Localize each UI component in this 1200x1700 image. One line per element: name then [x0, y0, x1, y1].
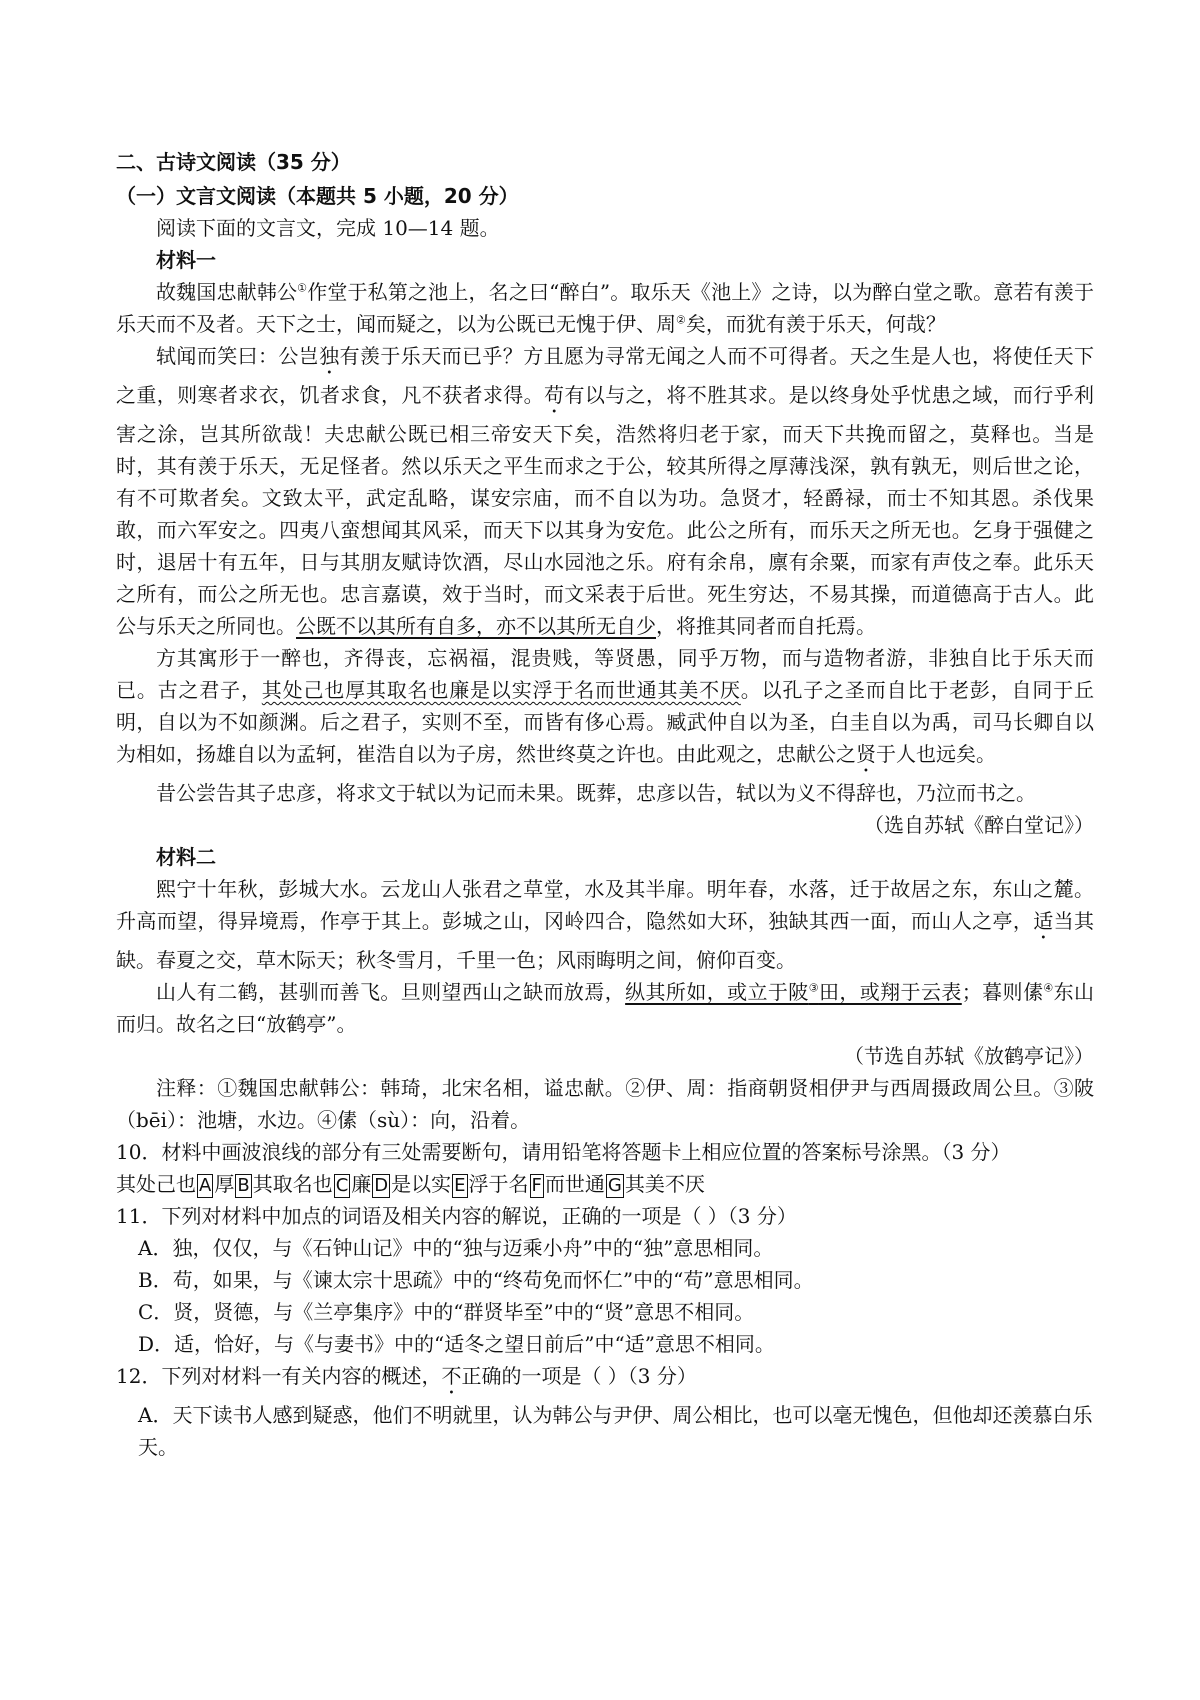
- material1-paragraph-1: 故魏国忠献韩公①作堂于私第之池上，名之曰“醉白”。取乐天《池上》之诗，以为醉白堂之歌。意若有羡于乐天而不及者。天下之士，闻而疑之，以为公既已无愧于伊、周②矣，而犹有羡于乐天，何哉？: [116, 280, 1095, 336]
- break-mark-g[interactable]: G: [607, 1175, 622, 1196]
- instruction: 阅读下面的文言文，完成 10—14 题。: [156, 216, 500, 240]
- break-mark-b[interactable]: B: [237, 1175, 250, 1196]
- material1-paragraph-3: 方其寓形于一醉也，齐得丧，忘祸福，混贵贱，等贤愚，同乎万物，而与造物者游，非独自比于乐天而已。古之君子，其处己也厚其取名也廉是以实浮于名而世通其美不厌。以孔子之圣而自比于老彭，自同于丘明，自以为不如颜渊。后之君子，实则不至，而皆有侈心焉。臧武仲自以为圣，白圭自以为禹，司马长卿自以为相如，扬雄自以为孟轲，崔浩自以为子房，然世终莫之许也。由此观之，忠献公之贤于人也远矣。: [116, 646, 1095, 766]
- material2-source: （节选自苏轼《放鹤亭记》）: [844, 1044, 1094, 1068]
- dotted-word: 独: [319, 344, 340, 368]
- question-11-option-c[interactable]: C．贤，贤德，与《兰亭集序》中的“群贤毕至”中的“贤”意思不相同。: [138, 1300, 755, 1324]
- wavy-underlined-sentence: 其处己也厚其取名也廉是以实浮于名而世通其美不厌: [261, 678, 741, 702]
- underlined-sentence: 纵其所如，或立于陂③田，或翔于云表: [625, 980, 962, 1004]
- question-11-option-b[interactable]: B．苟，如果，与《谏太宗十思疏》中的“终苟免而怀仁”中的“苟”意思相同。: [138, 1268, 814, 1292]
- notes: 注释：①魏国忠献韩公：韩琦，北宋名相，谥忠献。②伊、周：指商朝贤相伊尹与西周摄政周公旦。③陂（bēi）：池塘，水边。④傃（sù）：向，沿着。: [116, 1076, 1094, 1132]
- underlined-sentence: 公既不以其所有自多，亦不以其所无自少: [296, 614, 656, 638]
- material1-source: （选自苏轼《醉白堂记》）: [864, 813, 1094, 837]
- dotted-word: 贤: [856, 742, 876, 766]
- question-11-option-a[interactable]: A．独，仅仅，与《石钟山记》中的“独与迈乘小舟”中的“独”意思相同。: [138, 1236, 774, 1260]
- question-12-option-a[interactable]: A．天下读书人感到疑惑，他们不明就里，认为韩公与尹伊、周公相比，也可以毫无愧色，但他却还羡慕白乐天。: [138, 1403, 1093, 1459]
- material2-label: 材料二: [156, 845, 216, 869]
- break-mark-d[interactable]: D: [374, 1175, 389, 1196]
- dotted-word: 苟: [544, 383, 565, 407]
- break-mark-a[interactable]: A: [199, 1175, 212, 1196]
- material1-label: 材料一: [156, 248, 216, 272]
- dotted-word: 适: [1033, 909, 1054, 933]
- section-subtitle: （一）文言文阅读（本题共 5 小题，20 分）: [116, 184, 519, 208]
- material2-paragraph-2: 山人有二鹤，甚驯而善飞。旦则望西山之缺而放焉，纵其所如，或立于陂③田，或翔于云表；暮则傃④东山而归。故名之曰“放鹤亭”。: [116, 980, 1095, 1036]
- question-11-option-d[interactable]: D．适，恰好，与《与妻书》中的“适冬之望日前后”中“适”意思不相同。: [138, 1332, 775, 1356]
- material1-paragraph-4: 昔公尝告其子忠彦，将求文于轼以为记而未果。既葬，忠彦以告，轼以为义不得辞也，乃泣而书之。: [156, 781, 1036, 805]
- material1-paragraph-2: 轼闻而笑曰：公岂独有羡于乐天而已乎？方且愿为寻常无闻之人而不可得者。天之生是人也，将使任天下之重，则寒者求衣，饥者求食，凡不获者求得。苟有以与之，将不胜其求。是以终身处乎忧患之域，而行乎利害之涂，岂其所欲哉！夫忠献公既已相三帝安天下矣，浩然将归老于家，而天下共挽而留之，莫释也。当是时，其有羡于乐天，无足怪者。然以乐天之平生而求之于公，较其所得之厚薄浅深，孰有孰无，则后世之论，有不可欺者矣。文致太平，武定乱略，谋安宗庙，而不自以为功。急贤才，轻爵禄，而士不知其恩。杀伐果敢，而六军安之。四夷八蛮想闻其风采，而天下以其身为安危。此公之所有，而乐天之所无也。乞身于强健之时，退居十有五年，日与其朋友赋诗饮酒，尽山水园池之乐。府有余帛，廪有余粟，而家有声伎之奉。此乐天之所有，而公之所无也。忠言嘉谟，效于当时，而文采表于后世。死生穷达，不易其操，而道德高于古人。此公与乐天之所同也。公既不以其所有自多，亦不以其所无自少，将推其同者而自托焉。: [116, 344, 1095, 638]
- break-mark-e[interactable]: E: [454, 1175, 466, 1196]
- question-10-segments: 其处己也 A 厚 B 其取名也 C 廉 D 是以实 E 浮于名 F 而世通 G 其美不厌: [116, 1172, 705, 1196]
- break-mark-f[interactable]: F: [531, 1175, 542, 1196]
- question-11-stem: 11．下列对材料中加点的词语及相关内容的解说，正确的一项是（ ）（3 分）: [116, 1204, 797, 1228]
- question-10-stem: 10．材料中画波浪线的部分有三处需要断句，请用铅笔将答题卡上相应位置的答案标号涂黑。（3 分）: [116, 1140, 1011, 1164]
- material2-paragraph-1: 熙宁十年秋，彭城大水。云龙山人张君之草堂，水及其半扉。明年春，水落，迁于故居之东，东山之麓。升高而望，得异境焉，作亭于其上。彭城之山，冈岭四合，隐然如大环，独缺其西一面，而山人之亭，适当其缺。春夏之交，草木际天；秋冬雪月，千里一色；风雨晦明之间，俯仰百变。: [116, 877, 1095, 972]
- section-title: 二、古诗文阅读（35 分）: [116, 150, 351, 174]
- question-12-stem: 12．下列对材料一有关内容的概述，不正确的一项是（ ）（3 分）: [116, 1364, 697, 1388]
- dotted-word: 不: [441, 1364, 462, 1388]
- break-mark-c[interactable]: C: [335, 1175, 349, 1196]
